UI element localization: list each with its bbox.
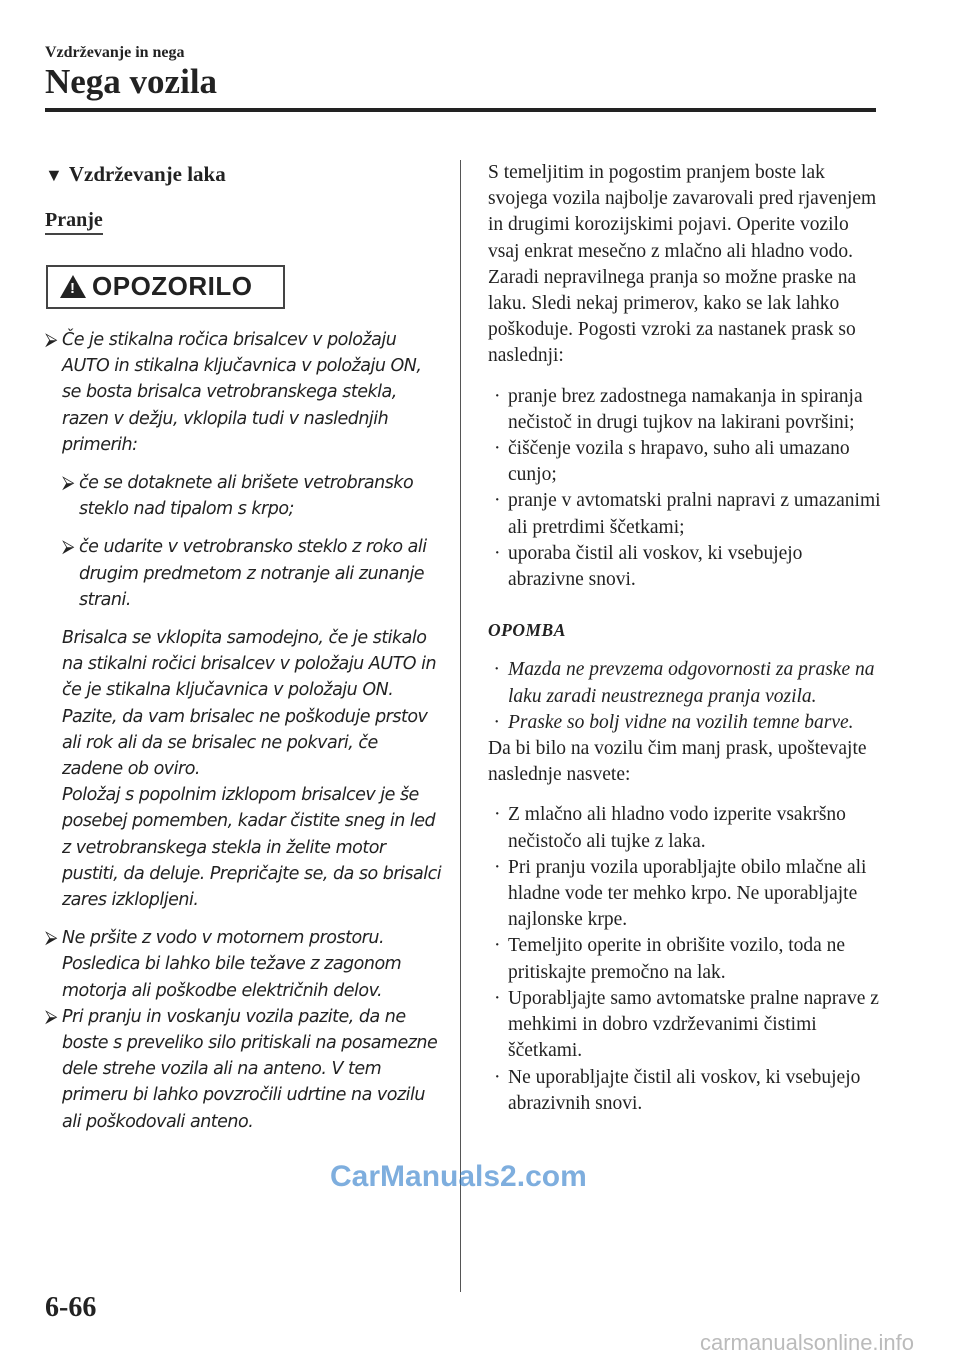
list-item: · Z mlačno ali hladno vodo izperite vsakršno nečistočo ali tujke z laka. [494,804,846,852]
list-item: · Pri pranju vozila uporabljajte obilo mlačne ali hladne vode ter mehko krpo. Ne uporabljajte najlonske krpe. [494,856,867,931]
warning-paragraph: Brisalca se vklopita samodejno, če je stikalo na stikalni ročici brisalcev v položaju AUTO in če je stikalna ključavnica v položaju ON. Pazite, da vam brisalec ne poškoduje prstov ali rok ali da se brisalec ne pokvari, če zadene ob oviro. Položaj s popolnim izklopom brisalcev je še posebej pomemben, kadar čistite sneg in led z vetrobranskega stekla in želite motor pustiti, da deluje. Prepričajte se, da so brisalci zares izklopljeni. [62,628,442,911]
section-heading: ▼ Vzdrževanje laka [45,162,226,186]
list-item: · pranje v avtomatski pralni napravi z umazanimi ali pretrdimi ščetkami; [494,490,881,538]
watermark-site: carmanualsonline.info [700,1330,915,1355]
page-number: 6-66 [45,1292,97,1323]
list-item: · pranje brez zadostnega namakanja in spiranja nečistoč in drugi tujkov na lakirani površini; [494,385,863,433]
list-item: · Uporabljajte samo avtomatske pralne naprave z mehkimi in dobro vzdrževanimi čistimi ščetkami. [494,987,879,1062]
note-heading: OPOMBA [488,620,566,641]
notes-list [488,657,883,736]
warning-triangle-icon: ! [60,275,86,298]
arrow-right-icon: ⮚ [45,330,57,350]
list-item: · čiščenje vozila s hrapavo, suho ali umazano cunjo; [494,438,850,486]
page-title: Nega vozila [45,62,218,101]
arrow-right-icon: ⮚ [45,928,57,949]
tips-intro: Da bi bilo na vozilu čim manj prask, upoštevajte naslednje nasvete: [488,738,867,786]
warning-item: ⮚ Če je stikalna ročica brisalcev v položaju AUTO in stikalna ključavnica v položaju ON, se bosta brisalca vetrobranskega stekla, razen v dežju, vklopila tudi v naslednjih primerih: [45,327,443,458]
column-divider [460,160,461,1292]
subheading-pranje: Pranje [45,207,103,235]
right-column [488,160,883,1117]
section-label: Vzdrževanje in nega [45,44,185,61]
watermark-logo: CarManuals2.com [330,1160,587,1193]
list-item: · Mazda ne prevzema odgovornosti za praske na laku zaradi neustreznega pranja vozila. [494,659,875,707]
triangle-down-icon: ▼ [45,165,63,185]
left-column [45,160,443,1135]
tips-list [488,802,883,1116]
warning-subitem: ⮚ če udarite v vetrobransko steklo z roko ali drugim predmetom z notranje ali zunanje strani. [45,534,443,613]
list-item: · Praske so bolj vidne na vozilih temne barve. [494,711,854,733]
warning-item: ⮚ Ne pršite z vodo v motornem prostoru. Posledica bi lahko bile težave z zagonom motorja ali poškodbe električnih delov. [45,925,443,1004]
list-item: · uporaba čistil ali voskov, ki vsebujejo abrazivne snovi. [494,542,803,591]
warning-box [46,265,285,309]
warning-item: ⮚ Pri pranju in voskanju vozila pazite, da ne boste s preveliko silo pritiskali na posamezne dele strehe vozila ali na anteno. V tem primeru bi lahko povzročili udrtine na vozilu ali poškodovali anteno. [45,1004,443,1135]
causes-list [488,384,883,594]
warning-subitem: ⮚ če se dotaknete ali brišete vetrobransko steklo nad tipalom s krpo; [45,470,443,522]
list-item: · Temeljito operite in obrišite vozilo, toda ne pritiskajte premočno na lak. [494,935,846,983]
intro-paragraph: S temeljitim in pogostim pranjem boste lak svojega vozila najbolje zavarovali pred rjavenjem in drugimi korozijskimi pojavi. Operite vozilo vsaj enkrat mesečno z mlačno ali hladno vodo. Zaradi nepravilnega pranja so možne praske na laku. Sledi nekaj primerov, kako se lak lahko poškoduje. Pogosti vzroki za nastanek prask so naslednji: [488,162,877,367]
title-rule [45,108,876,112]
arrow-right-icon: ⮚ [62,473,74,494]
list-item: · Ne uporabljajte čistil ali voskov, ki vsebujejo abrazivnih snovi. [494,1066,861,1114]
arrow-right-icon: ⮚ [62,537,74,558]
warning-label: OPOZORILO [92,271,253,301]
arrow-right-icon: ⮚ [45,1006,57,1027]
